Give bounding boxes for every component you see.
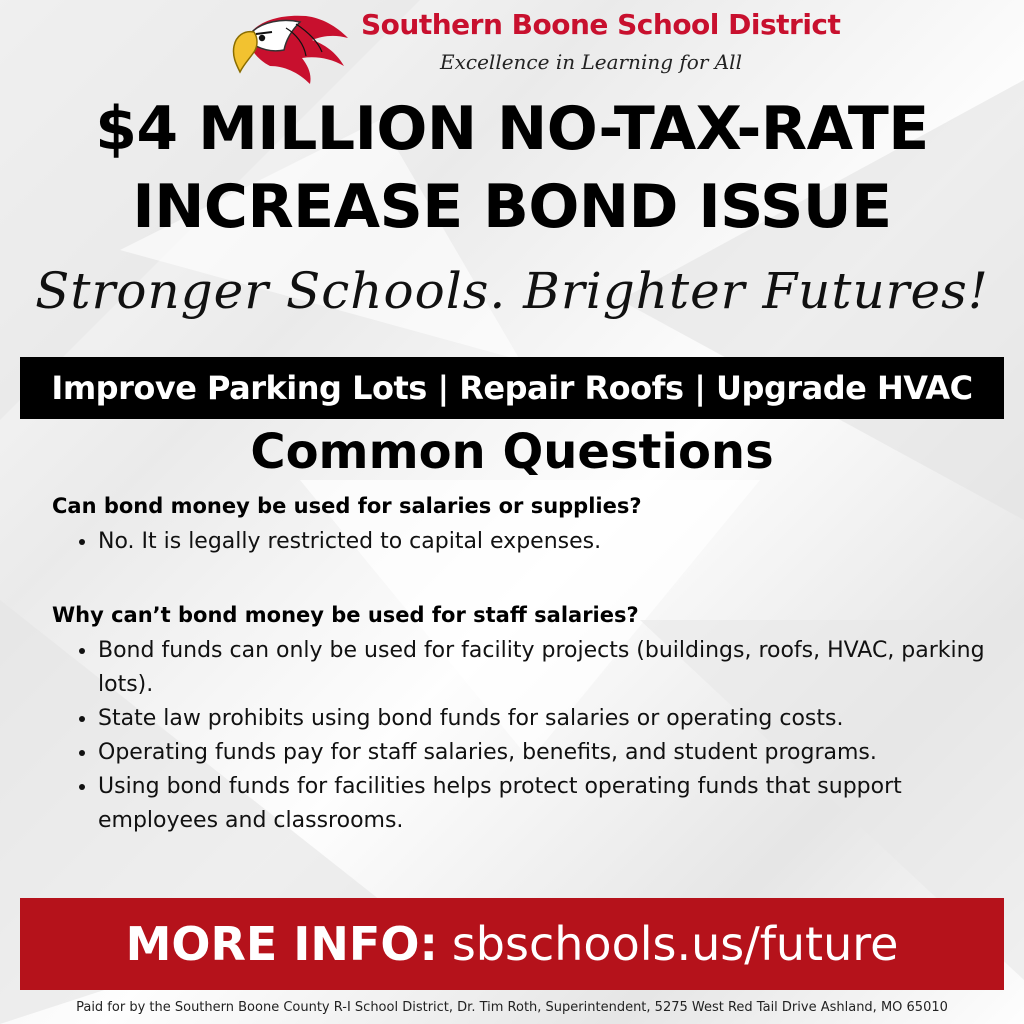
projects-bar: Improve Parking Lots | Repair Roofs | Upgrade HVAC [20,357,1004,419]
answer-item: • No. It is legally restricted to capital expenses. [98,525,1002,559]
answer-item: • Operating funds pay for staff salaries, benefits, and student programs. [98,736,1002,770]
common-questions-title: Common Questions [250,424,774,480]
answer-list-1 [52,525,1002,559]
paid-for-disclaimer: Paid for by the Southern Boone County R-I School District, Dr. Tim Roth, Superintendent, 5275 West Red Tail Drive Ashland, MO 65010 [76,1000,948,1015]
slogan: Stronger Schools. Brighter Futures! [35,262,989,320]
more-info-link[interactable]: sbschools.us/future [451,917,899,971]
answer-item: • State law prohibits using bond funds for salaries or operating costs. [98,702,1002,736]
header [0,6,1024,84]
answer-item: • Using bond funds for facilities helps protect operating funds that support employees and classrooms. [98,770,1002,838]
headline-line-2: INCREASE BOND ISSUE [132,172,892,242]
more-info-banner [20,898,1004,990]
question-block-1 [52,491,1002,559]
headline-line-1: $4 MILLION NO-TAX-RATE [95,94,929,164]
page-title [0,90,1024,246]
answer-list-2 [52,634,1002,838]
more-info-label: MORE INFO: [125,917,438,971]
question-2: Why can’t bond money be used for staff salaries? [52,603,639,627]
eagle-head-icon [226,10,352,86]
district-name: Southern Boone School District [361,8,841,41]
question-block-2 [52,600,1002,838]
answer-item: • Bond funds can only be used for facility projects (buildings, roofs, HVAC, parking lots). [98,634,1002,702]
district-tagline: Excellence in Learning for All [440,50,742,74]
question-1: Can bond money be used for salaries or supplies? [52,494,642,518]
